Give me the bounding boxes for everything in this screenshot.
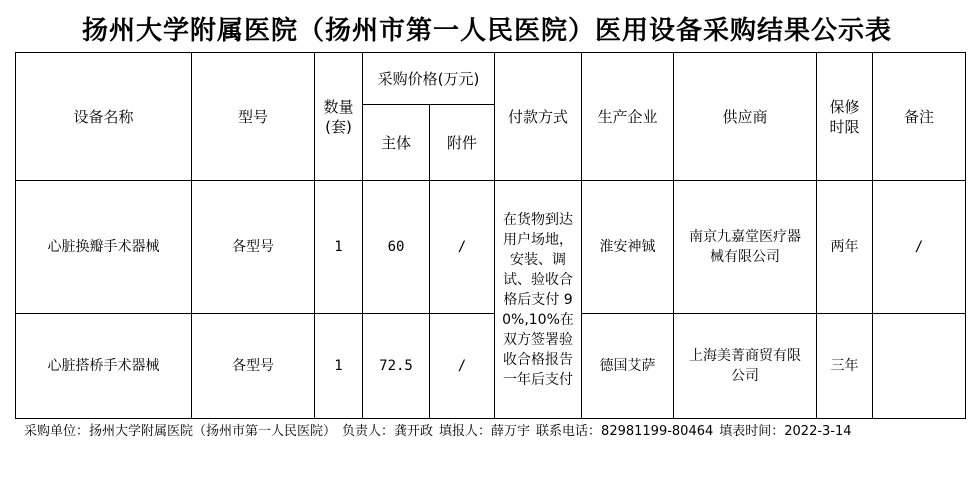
footer-phone: 联系电话：82981199-80464 [536, 424, 714, 439]
header-remarks: 备注 [873, 53, 966, 181]
cell-remarks [873, 314, 966, 419]
cell-model: 各型号 [192, 314, 315, 419]
cell-price-accessory: / [430, 314, 495, 419]
cell-qty: 1 [315, 181, 363, 314]
footer [24, 420, 858, 439]
header-manufacturer: 生产企业 [582, 53, 674, 181]
cell-price-accessory: / [430, 181, 495, 314]
cell-price-main: 72.5 [363, 314, 430, 419]
cell-name: 心脏搭桥手术器械 [16, 314, 192, 419]
table-row [16, 181, 966, 314]
cell-warranty: 三年 [817, 314, 873, 419]
cell-name: 心脏换瓣手术器械 [16, 181, 192, 314]
table-row [16, 314, 966, 419]
cell-qty: 1 [315, 314, 363, 419]
footer-filler: 填报人：薛万宇 [439, 424, 531, 439]
cell-remarks: / [873, 181, 966, 314]
header-warranty: 保修时限 [817, 53, 873, 181]
page-title: 扬州大学附属医院（扬州市第一人民医院）医用设备采购结果公示表 [81, 16, 892, 46]
cell-manufacturer: 德国艾萨 [582, 314, 674, 419]
cell-payment-terms: 在货物到达用户场地，安装、调试、验收合格后支付 90%,10%在双方签署验收合格报告一年后支付 [495, 181, 582, 419]
cell-model: 各型号 [192, 181, 315, 314]
header-model: 型号 [192, 53, 315, 181]
cell-price-main: 60 [363, 181, 430, 314]
header-payment: 付款方式 [495, 53, 582, 181]
footer-unit: 采购单位：扬州大学附属医院（扬州市第一人民医院） [24, 424, 337, 439]
cell-supplier: 南京九嘉堂医疗器械有限公司 [674, 181, 817, 314]
cell-warranty: 两年 [817, 181, 873, 314]
cell-supplier: 上海美菁商贸有限公司 [674, 314, 817, 419]
header-row [16, 53, 966, 105]
cell-manufacturer: 淮安神铖 [582, 181, 674, 314]
header-price-group: 采购价格(万元) [363, 53, 495, 105]
footer-responsible: 负责人：龚开政 [342, 424, 434, 439]
header-price-main: 主体 [363, 105, 430, 181]
header-supplier: 供应商 [674, 53, 817, 181]
footer-date: 填表时间：2022-3-14 [719, 424, 852, 439]
header-name: 设备名称 [16, 53, 192, 181]
header-qty: 数量(套) [315, 53, 363, 181]
header-price-accessory: 附件 [430, 105, 495, 181]
procurement-table [15, 52, 966, 419]
